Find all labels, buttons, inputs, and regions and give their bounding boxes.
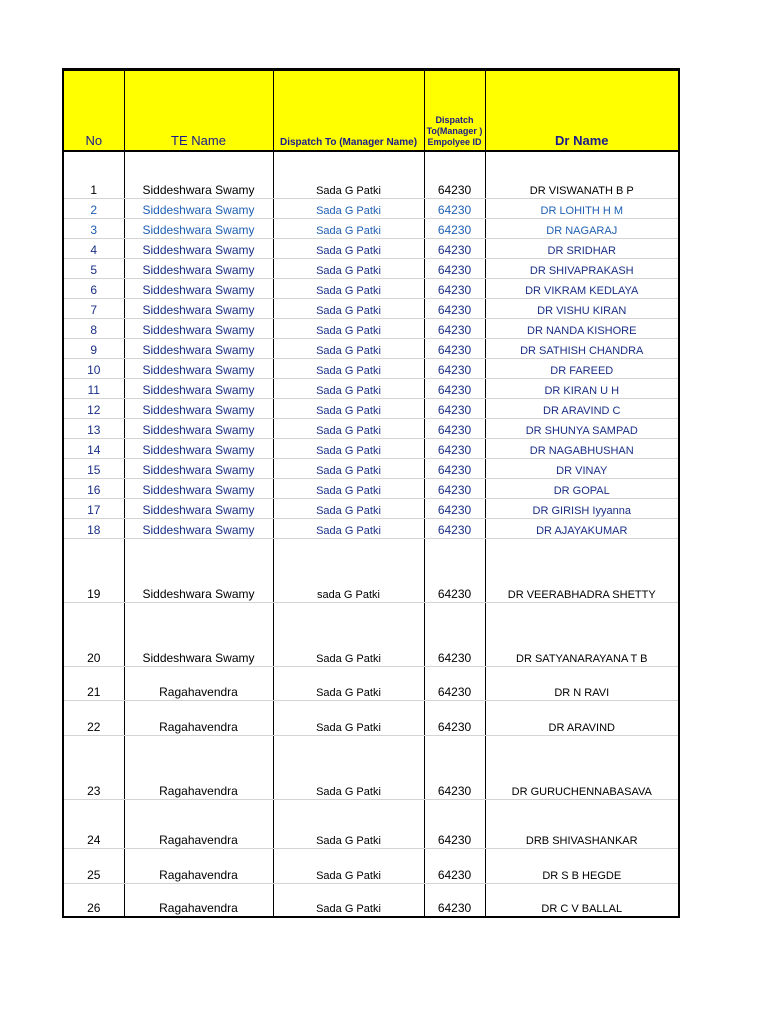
empty-cell[interactable] [273, 151, 424, 178]
cell-manager[interactable]: Sada G Patki [273, 178, 424, 198]
cell-manager[interactable]: Sada G Patki [273, 398, 424, 418]
cell-no[interactable]: 14 [63, 438, 124, 458]
cell-manager[interactable]: Sada G Patki [273, 458, 424, 478]
cell-te-name[interactable]: Siddeshwara Swamy [124, 318, 273, 338]
table-row [63, 700, 679, 735]
cell-dr-name[interactable]: DR SRIDHAR [485, 238, 679, 258]
table-row [63, 238, 679, 258]
cell-no[interactable]: 18 [63, 518, 124, 538]
cell-te-name[interactable]: Siddeshwara Swamy [124, 238, 273, 258]
cell-manager[interactable]: Sada G Patki [273, 358, 424, 378]
header-row [63, 70, 679, 152]
cell-te-name[interactable]: Siddeshwara Swamy [124, 458, 273, 478]
cell-dr-name[interactable]: DR ARAVIND C [485, 398, 679, 418]
cell-employee-id[interactable]: 64230 [424, 518, 485, 538]
table-row [63, 498, 679, 518]
empty-cell[interactable] [485, 151, 679, 178]
table-row [63, 602, 679, 666]
cell-no[interactable]: 16 [63, 478, 124, 498]
cell-no[interactable]: 4 [63, 238, 124, 258]
cell-employee-id[interactable]: 64230 [424, 883, 485, 917]
table-row [63, 478, 679, 498]
cell-dr-name[interactable]: DR ARAVIND [485, 700, 679, 735]
table-row [63, 318, 679, 338]
cell-te-name[interactable]: Ragahavendra [124, 799, 273, 848]
cell-dr-name[interactable]: DR KIRAN U H [485, 378, 679, 398]
cell-manager[interactable]: Sada G Patki [273, 218, 424, 238]
cell-employee-id[interactable]: 64230 [424, 538, 485, 602]
cell-manager[interactable]: sada G Patki [273, 538, 424, 602]
dispatch-table [62, 68, 680, 918]
header-dr-name[interactable]: Dr Name [485, 70, 679, 152]
cell-te-name[interactable]: Ragahavendra [124, 700, 273, 735]
table-row [63, 518, 679, 538]
cell-manager[interactable]: Sada G Patki [273, 198, 424, 218]
cell-manager[interactable]: Sada G Patki [273, 498, 424, 518]
cell-dr-name[interactable]: DR NAGABHUSHAN [485, 438, 679, 458]
cell-employee-id[interactable]: 64230 [424, 278, 485, 298]
cell-te-name[interactable]: Siddeshwara Swamy [124, 358, 273, 378]
table-row [63, 258, 679, 278]
cell-dr-name[interactable]: DR N RAVI [485, 666, 679, 700]
cell-te-name[interactable]: Siddeshwara Swamy [124, 518, 273, 538]
cell-te-name[interactable]: Siddeshwara Swamy [124, 398, 273, 418]
cell-manager[interactable]: Sada G Patki [273, 438, 424, 458]
cell-dr-name[interactable]: DRB SHIVASHANKAR [485, 799, 679, 848]
cell-manager[interactable]: Sada G Patki [273, 298, 424, 318]
cell-dr-name[interactable]: DR VIKRAM KEDLAYA [485, 278, 679, 298]
cell-manager[interactable]: Sada G Patki [273, 238, 424, 258]
cell-employee-id[interactable]: 64230 [424, 666, 485, 700]
cell-no[interactable]: 22 [63, 700, 124, 735]
cell-employee-id[interactable]: 64230 [424, 198, 485, 218]
table-row [63, 848, 679, 883]
cell-dr-name[interactable]: DR FAREED [485, 358, 679, 378]
cell-dr-name[interactable]: DR VINAY [485, 458, 679, 478]
header-dispatch-to[interactable]: Dispatch To (Manager Name) [273, 70, 424, 152]
cell-te-name[interactable]: Siddeshwara Swamy [124, 258, 273, 278]
table-row [63, 438, 679, 458]
table-row [63, 418, 679, 438]
cell-dr-name[interactable]: DR GIRISH Iyyanna [485, 498, 679, 518]
cell-no[interactable]: 9 [63, 338, 124, 358]
table-row [63, 198, 679, 218]
cell-employee-id[interactable]: 64230 [424, 438, 485, 458]
cell-dr-name[interactable]: DR S B HEGDE [485, 848, 679, 883]
cell-te-name[interactable]: Ragahavendra [124, 666, 273, 700]
cell-employee-id[interactable]: 64230 [424, 418, 485, 438]
cell-dr-name[interactable]: DR SHIVAPRAKASH [485, 258, 679, 278]
header-employee-id[interactable]: Dispatch To(Manager ) Empolyee ID [424, 70, 485, 152]
cell-manager[interactable]: Sada G Patki [273, 602, 424, 666]
cell-manager[interactable]: Sada G Patki [273, 799, 424, 848]
cell-no[interactable]: 12 [63, 398, 124, 418]
table-row [63, 458, 679, 478]
table-row [63, 799, 679, 848]
cell-te-name[interactable]: Siddeshwara Swamy [124, 278, 273, 298]
cell-employee-id[interactable]: 64230 [424, 398, 485, 418]
cell-employee-id[interactable]: 64230 [424, 735, 485, 799]
cell-te-name[interactable]: Siddeshwara Swamy [124, 218, 273, 238]
cell-no[interactable]: 13 [63, 418, 124, 438]
empty-cell[interactable] [63, 151, 124, 178]
table-row [63, 883, 679, 917]
cell-te-name[interactable]: Siddeshwara Swamy [124, 338, 273, 358]
cell-te-name[interactable]: Siddeshwara Swamy [124, 298, 273, 318]
cell-no[interactable]: 3 [63, 218, 124, 238]
cell-te-name[interactable]: Siddeshwara Swamy [124, 538, 273, 602]
cell-employee-id[interactable]: 64230 [424, 358, 485, 378]
cell-employee-id[interactable]: 64230 [424, 238, 485, 258]
cell-employee-id[interactable]: 64230 [424, 700, 485, 735]
cell-employee-id[interactable]: 64230 [424, 848, 485, 883]
table-row [63, 278, 679, 298]
cell-dr-name[interactable]: DR SHUNYA SAMPAD [485, 418, 679, 438]
cell-employee-id[interactable]: 64230 [424, 318, 485, 338]
cell-manager[interactable]: Sada G Patki [273, 478, 424, 498]
cell-employee-id[interactable]: 64230 [424, 218, 485, 238]
cell-dr-name[interactable]: DR NANDA KISHORE [485, 318, 679, 338]
cell-employee-id[interactable]: 64230 [424, 178, 485, 198]
cell-dr-name[interactable]: DR SATYANARAYANA T B [485, 602, 679, 666]
table-row [63, 398, 679, 418]
cell-employee-id[interactable]: 64230 [424, 378, 485, 398]
cell-employee-id[interactable]: 64230 [424, 602, 485, 666]
cell-no[interactable]: 25 [63, 848, 124, 883]
cell-employee-id[interactable]: 64230 [424, 338, 485, 358]
cell-no[interactable]: 7 [63, 298, 124, 318]
cell-manager[interactable]: Sada G Patki [273, 666, 424, 700]
cell-te-name[interactable]: Ragahavendra [124, 735, 273, 799]
cell-te-name[interactable]: Ragahavendra [124, 883, 273, 917]
cell-no[interactable]: 5 [63, 258, 124, 278]
cell-no[interactable]: 1 [63, 178, 124, 198]
cell-te-name[interactable]: Siddeshwara Swamy [124, 418, 273, 438]
table-row [63, 218, 679, 238]
cell-dr-name[interactable]: DR AJAYAKUMAR [485, 518, 679, 538]
cell-te-name[interactable]: Siddeshwara Swamy [124, 378, 273, 398]
table-row [63, 178, 679, 198]
cell-employee-id[interactable]: 64230 [424, 458, 485, 478]
table-row [63, 538, 679, 602]
cell-manager[interactable]: Sada G Patki [273, 700, 424, 735]
cell-te-name[interactable]: Siddeshwara Swamy [124, 198, 273, 218]
cell-no[interactable]: 11 [63, 378, 124, 398]
header-te-name[interactable]: TE Name [124, 70, 273, 152]
cell-no[interactable]: 17 [63, 498, 124, 518]
cell-manager[interactable]: Sada G Patki [273, 883, 424, 917]
cell-dr-name[interactable]: DR VEERABHADRA SHETTY [485, 538, 679, 602]
table-row [63, 338, 679, 358]
cell-dr-name[interactable]: DR NAGARAJ [485, 218, 679, 238]
cell-no[interactable]: 2 [63, 198, 124, 218]
cell-te-name[interactable]: Siddeshwara Swamy [124, 602, 273, 666]
cell-no[interactable]: 19 [63, 538, 124, 602]
table-row [63, 735, 679, 799]
spacer-row [63, 151, 679, 178]
cell-dr-name[interactable]: DR LOHITH H M [485, 198, 679, 218]
cell-manager[interactable]: Sada G Patki [273, 518, 424, 538]
cell-te-name[interactable]: Siddeshwara Swamy [124, 438, 273, 458]
cell-manager[interactable]: Sada G Patki [273, 318, 424, 338]
cell-dr-name[interactable]: DR SATHISH CHANDRA [485, 338, 679, 358]
cell-no[interactable]: 21 [63, 666, 124, 700]
spreadsheet [62, 68, 678, 918]
cell-manager[interactable]: Sada G Patki [273, 848, 424, 883]
cell-dr-name[interactable]: DR VISHU KIRAN [485, 298, 679, 318]
cell-no[interactable]: 8 [63, 318, 124, 338]
table-row [63, 298, 679, 318]
cell-no[interactable]: 23 [63, 735, 124, 799]
table-row [63, 358, 679, 378]
cell-no[interactable]: 6 [63, 278, 124, 298]
table-row [63, 666, 679, 700]
cell-manager[interactable]: Sada G Patki [273, 418, 424, 438]
cell-manager[interactable]: Sada G Patki [273, 735, 424, 799]
cell-manager[interactable]: Sada G Patki [273, 378, 424, 398]
cell-dr-name[interactable]: DR C V BALLAL [485, 883, 679, 917]
cell-no[interactable]: 15 [63, 458, 124, 478]
table-row [63, 378, 679, 398]
cell-te-name[interactable]: Siddeshwara Swamy [124, 178, 273, 198]
cell-employee-id[interactable]: 64230 [424, 799, 485, 848]
cell-employee-id[interactable]: 64230 [424, 478, 485, 498]
empty-cell[interactable] [424, 151, 485, 178]
cell-manager[interactable]: Sada G Patki [273, 278, 424, 298]
cell-manager[interactable]: Sada G Patki [273, 258, 424, 278]
cell-dr-name[interactable]: DR GOPAL [485, 478, 679, 498]
cell-employee-id[interactable]: 64230 [424, 298, 485, 318]
cell-employee-id[interactable]: 64230 [424, 258, 485, 278]
cell-te-name[interactable]: Siddeshwara Swamy [124, 498, 273, 518]
cell-no[interactable]: 24 [63, 799, 124, 848]
cell-no[interactable]: 20 [63, 602, 124, 666]
cell-no[interactable]: 10 [63, 358, 124, 378]
cell-manager[interactable]: Sada G Patki [273, 338, 424, 358]
cell-employee-id[interactable]: 64230 [424, 498, 485, 518]
cell-te-name[interactable]: Ragahavendra [124, 848, 273, 883]
header-no[interactable]: No [63, 70, 124, 152]
cell-dr-name[interactable]: DR VISWANATH B P [485, 178, 679, 198]
cell-te-name[interactable]: Siddeshwara Swamy [124, 478, 273, 498]
empty-cell[interactable] [124, 151, 273, 178]
cell-dr-name[interactable]: DR GURUCHENNABASAVA [485, 735, 679, 799]
cell-no[interactable]: 26 [63, 883, 124, 917]
